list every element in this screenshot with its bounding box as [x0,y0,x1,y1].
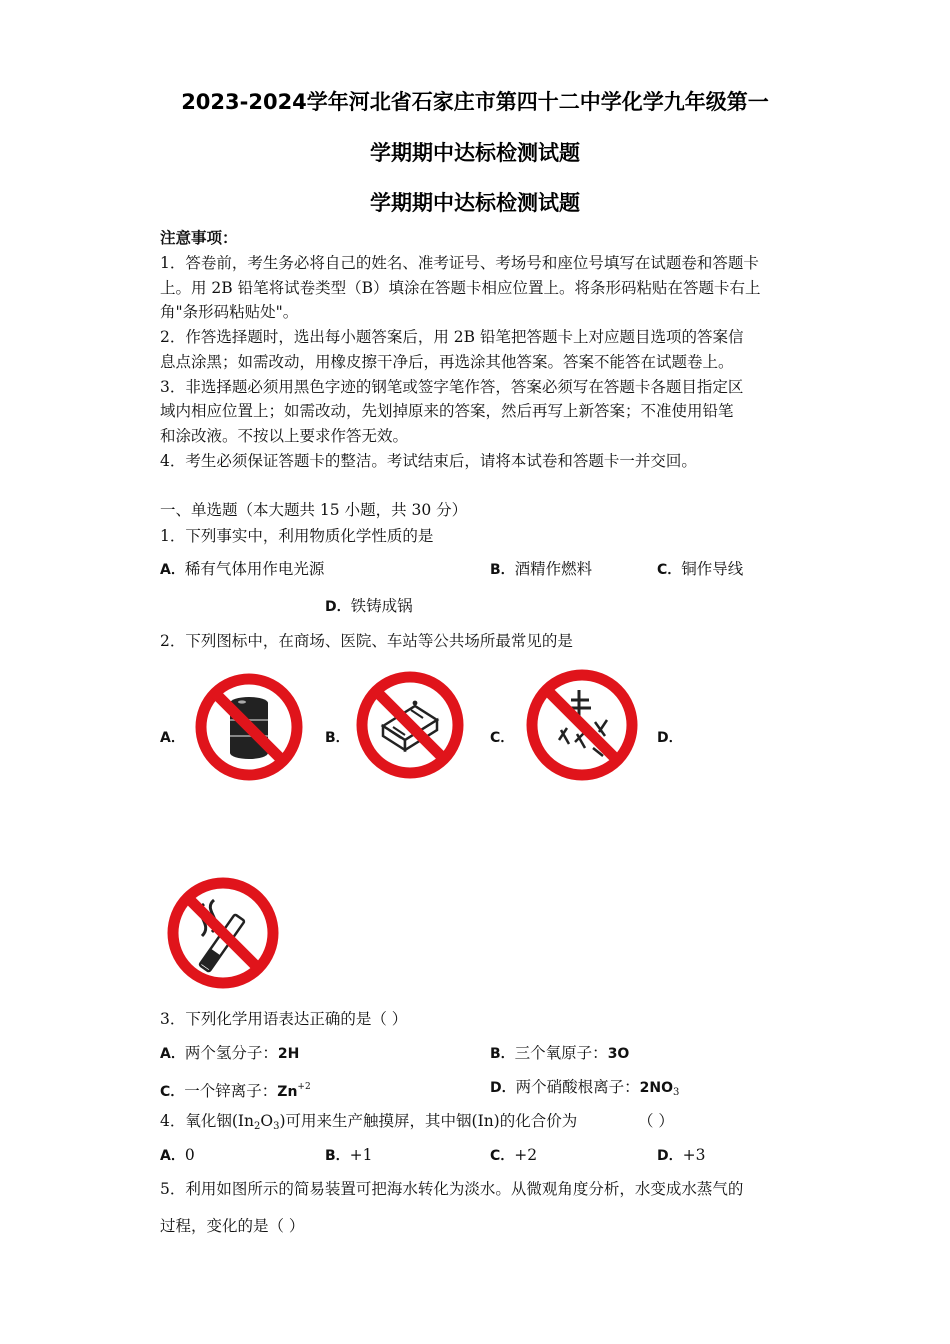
option-text: 铁铸成锅 [350,597,413,615]
notice-line: 2．作答选择题时，选出每小题答案后，用 2B 铅笔把答题卡上对应题目选项的答案信 [160,328,744,346]
title-line-1: 2023-2024学年河北省石家庄市第四十二中学化学九年级第一 [181,90,769,114]
q2-stem: 2．下列图标中，在商场、医院、车站等公共场所最常见的是 [160,632,573,650]
notice-line: 和涂改液。不按以上要求作答无效。 [160,427,409,445]
notice-heading: 注意事项： [160,228,238,247]
q3-option-b: B．三个氧原子：3O [490,1044,630,1062]
no-matches-icon [353,668,467,782]
option-text: 酒精作燃料 [514,560,593,578]
option-letter: B． [490,562,515,578]
notice-line: 4．考生必须保证答题卡的整洁。考试结束后，请将本试卷和答题卡一并交回。 [160,452,697,470]
notice-line: 域内相应位置上；如需改动，先划掉原来的答案，然后再写上新答案；不准使用铅笔 [160,402,734,420]
notice-line: 3．非选择题必须用黑色字迹的钢笔或签字笔作答，答案必须写在答题卡各题目指定区 [160,378,744,396]
title-line-3: 学期期中达标检测试题 [370,191,580,215]
q4-option-d: D．+3 [657,1146,706,1164]
option-letter: C． [657,562,682,578]
q4-option-c: C．+2 [490,1146,538,1164]
q1-stem: 1．下列事实中，利用物质化学性质的是 [160,527,434,545]
q1-option-d [325,596,413,617]
q3-stem: 3．下列化学用语表达正确的是（ ） [160,1010,408,1028]
notice-line: 息点涂黑；如需改动，用橡皮擦干净后，再选涂其他答案。答案不能答在试题卷上。 [160,353,734,371]
no-fireworks-icon [523,666,641,784]
q4-answer-paren: （ ） [638,1112,674,1130]
notice-line: 1．答卷前，考生务必将自己的姓名、准考证号、考场号和座位号填写在试题卷和答题卡 [160,254,759,272]
q4-option-a: A．0 [160,1146,195,1164]
q3-option-d: D．两个硝酸根离子：$2NO_3$ [490,1078,680,1098]
q1-option-b [490,559,592,580]
option-letter: D． [325,599,351,615]
title-line-2: 学期期中达标检测试题 [370,141,580,165]
option-text: 稀有气体用作电光源 [184,560,325,578]
no-smoking-icon [164,874,282,992]
q4-stem: 4．氧化铟$(In_2O_3)$可用来生产触摸屏，其中铟(In)的化合价为 [160,1112,578,1132]
q1-option-a [160,559,324,580]
no-oil-drum-icon [192,670,306,784]
q2-option-b-letter: B． [325,730,350,746]
q3-option-c: C．一个锌离子：$Zn^{+2}$ [160,1082,311,1100]
q3-option-a: A．两个氢分子：2H [160,1044,300,1062]
section-heading: 一、单选题（本大题共 15 小题，共 30 分） [160,501,468,519]
q2-option-a-letter: A． [160,730,185,746]
q5-stem-line-1: 5．利用如图所示的简易装置可把海水转化为淡水。从微观角度分析，水变成水蒸气的 [160,1180,744,1198]
q1-option-c [657,559,743,580]
q2-option-c-letter: C． [490,730,515,746]
option-text: 铜作导线 [681,560,744,578]
option-letter: A． [160,562,185,578]
q5-stem-line-2: 过程，变化的是（ ） [160,1217,305,1235]
notice-line: 上。用 2B 铅笔将试卷类型（B）填涂在答题卡相应位置上。将条形码粘贴在答题卡右上 [160,279,761,297]
notice-line: 角"条形码粘贴处"。 [160,303,299,321]
q4-option-b: B．+1 [325,1146,373,1164]
q2-option-d-letter: D． [657,730,683,746]
